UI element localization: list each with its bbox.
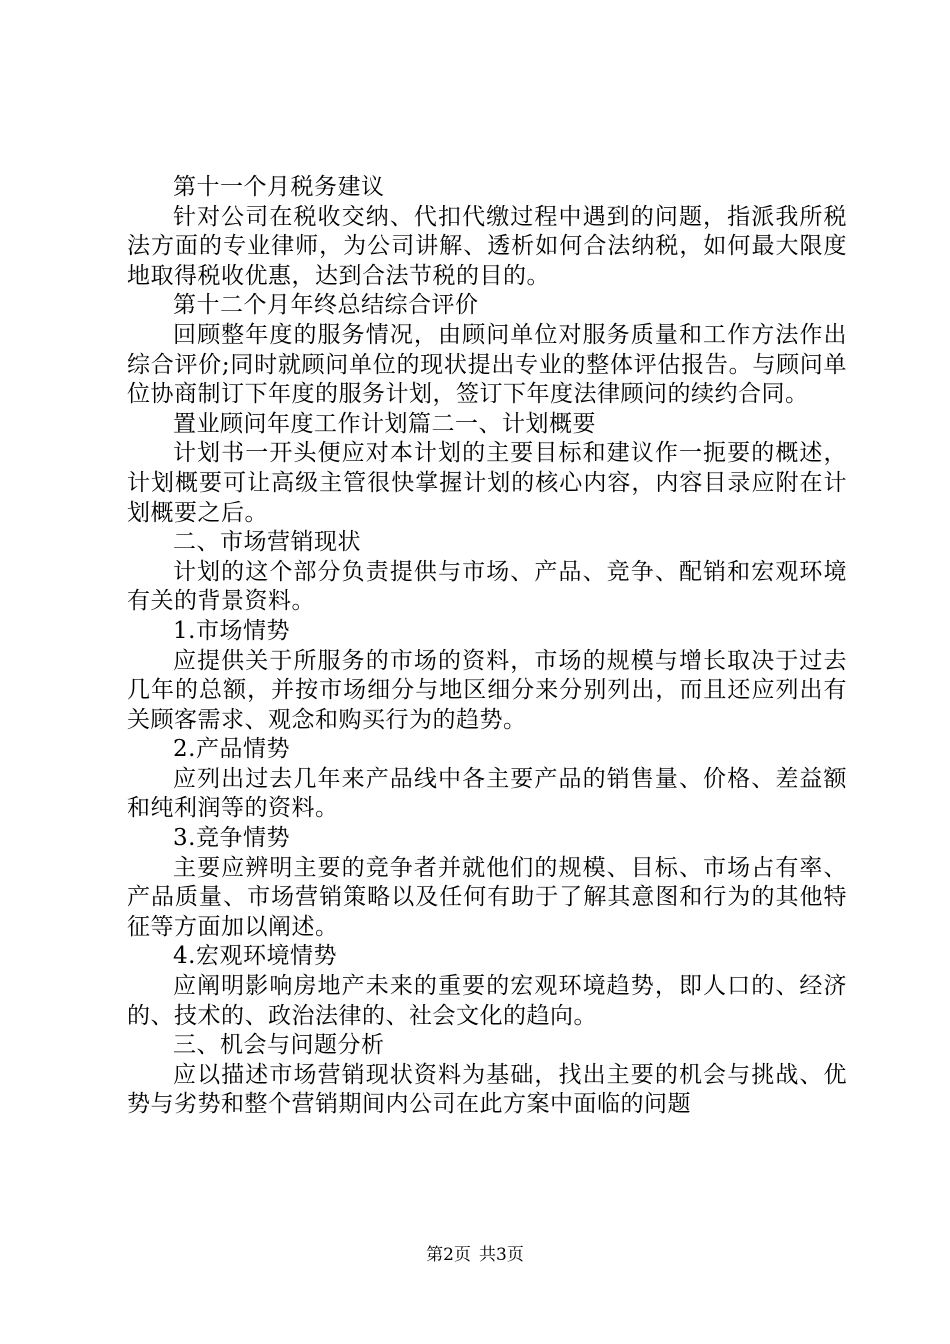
page-footer — [0, 1244, 950, 1266]
subheading-market-situation: 1.市场情势 — [173, 617, 290, 644]
subheading-competition-situation: 3.竞争情势 — [173, 825, 290, 852]
subheading-product-situation: 2.产品情势 — [173, 736, 290, 763]
section-heading-month-12: 第十二个月年终总结综合评价 — [173, 292, 479, 319]
section-heading-month-11: 第十一个月税务建议 — [173, 174, 385, 200]
paragraph-market-status: 计划的这个部分负责提供与市场、产品、竞争、配销和宏观环境有关的背景资料。 — [127, 558, 847, 615]
paragraph-opportunity-analysis: 应以描述市场营销现状资料为基础，找出主要的机会与挑战、优势与劣势和整个营销期间内公司在此方案中面临的问题 — [127, 1061, 847, 1118]
paragraph-competition-situation: 主要应辨明主要的竞争者并就他们的规模、目标、市场占有率、产品质量、市场营销策略以及任何有助于了解其意图和行为的其他特征等方面加以阐述。 — [127, 854, 847, 940]
page-number: 第2页 — [426, 1245, 471, 1265]
paragraph-product-situation: 应列出过去几年来产品线中各主要产品的销售量、价格、差益额和纯利润等的资料。 — [127, 765, 847, 822]
section-heading-market-status: 二、市场营销现状 — [173, 529, 361, 556]
subheading-macro-environment: 4.宏观环境情势 — [173, 943, 337, 970]
section-heading-opportunity-analysis: 三、机会与问题分析 — [173, 1032, 385, 1059]
paragraph-year-review: 回顾整年度的服务情况，由顾问单位对服务质量和工作方法作出综合评价;同时就顾问单位的现状提出专业的整体评估报告。与顾问单位协商制订下年度的服务计划，签订下年度法律顾问的续约合同。 — [127, 321, 847, 408]
paragraph-market-situation: 应提供关于所服务的市场的资料，市场的规模与增长取决于过去几年的总额，并按市场细分与地区细分来分别列出，而且还应列出有关顾客需求、观念和购买行为的趋势。 — [127, 647, 847, 733]
paragraph-macro-environment: 应阐明影响房地产未来的重要的宏观环境趋势，即人口的、经济的、技术的、政治法律的、社会文化的趋向。 — [127, 973, 847, 1029]
paragraph-tax-advice: 针对公司在税收交纳、代扣代缴过程中遇到的问题，指派我所税法方面的专业律师，为公司讲解、透析如何合法纳税，如何最大限度地取得税收优惠，达到合法节税的目的。 — [127, 203, 847, 289]
page-total: 共3页 — [479, 1245, 524, 1265]
section-heading-plan-summary: 置业顾问年度工作计划篇二一、计划概要 — [173, 410, 596, 437]
document-body — [127, 173, 847, 1120]
paragraph-plan-summary: 计划书一开头便应对本计划的主要目标和建议作一扼要的概述，计划概要可让高级主管很快掌握计划的核心内容，内容目录应附在计划概要之后。 — [127, 440, 847, 526]
